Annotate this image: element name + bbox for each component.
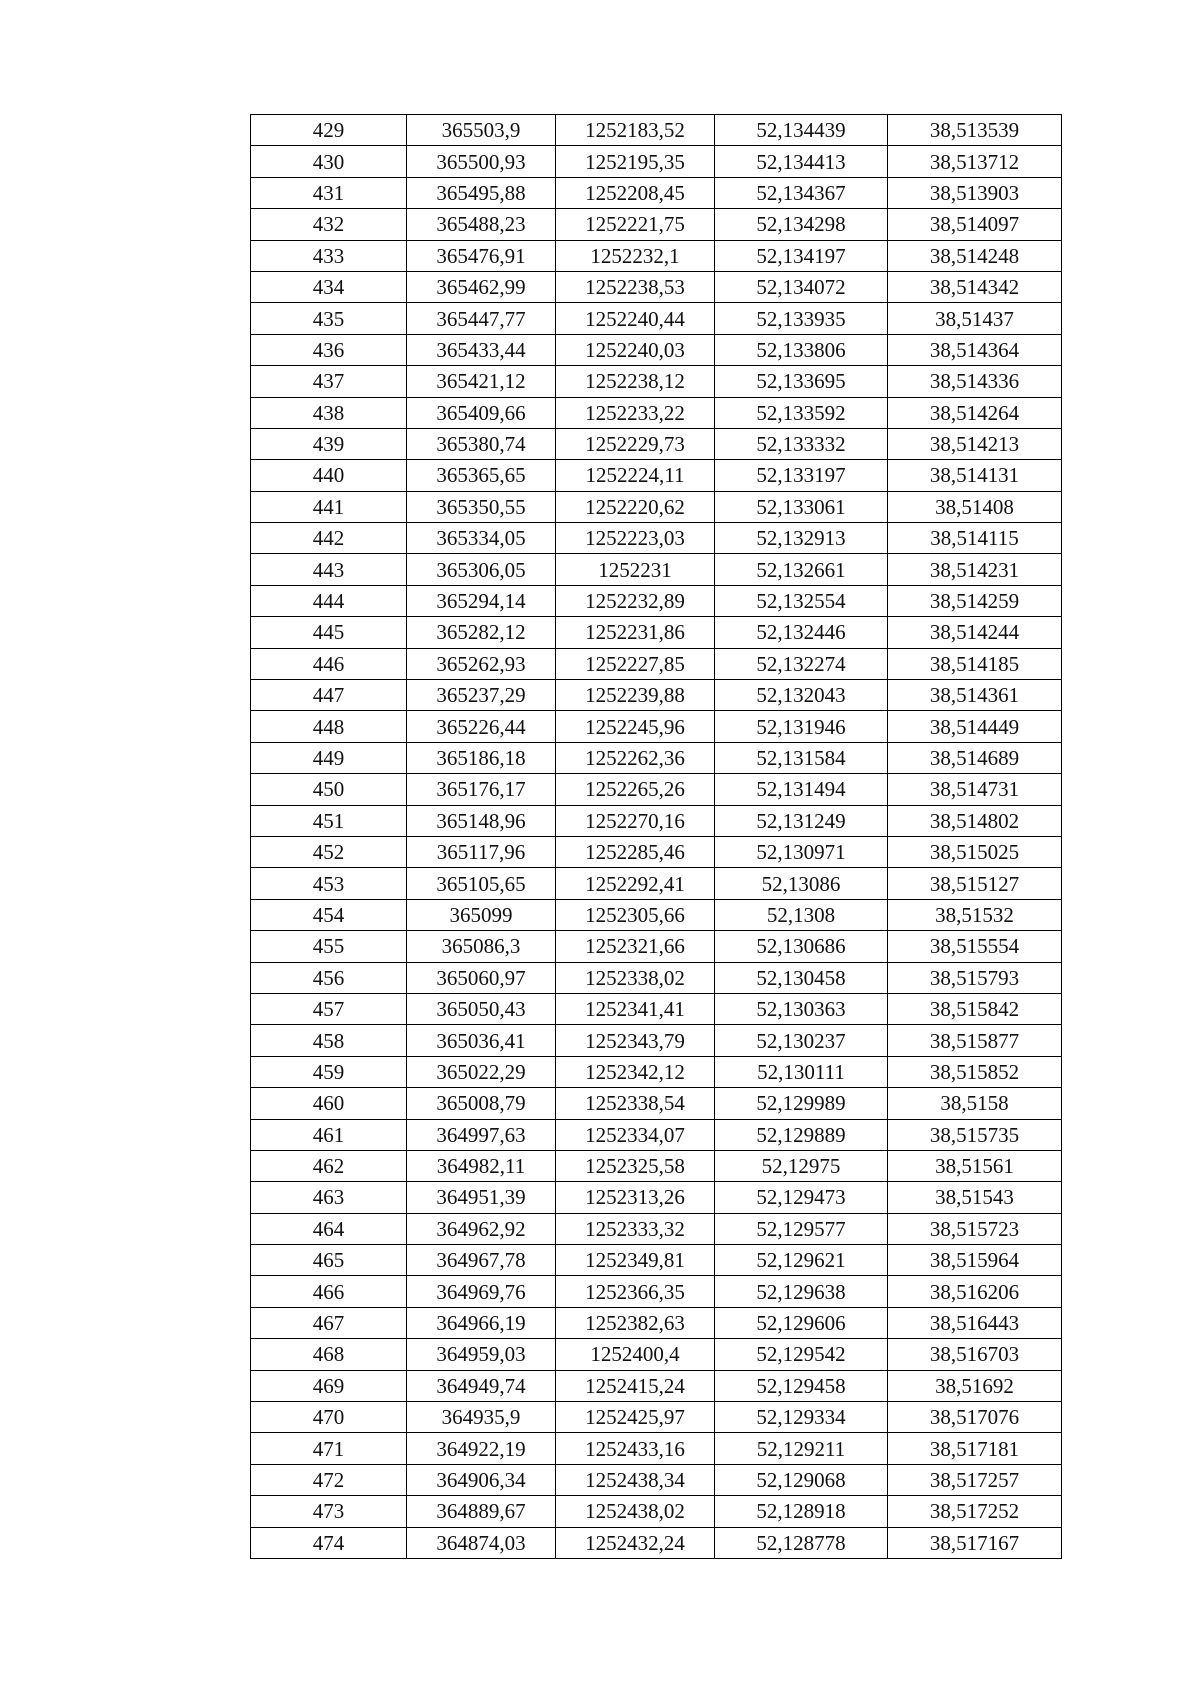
point-number-cell: 430 <box>251 146 407 177</box>
longitude-cell: 38,515793 <box>888 962 1062 993</box>
latitude-cell: 52,131494 <box>715 774 888 805</box>
y-coordinate-cell: 1252366,35 <box>556 1276 715 1307</box>
x-coordinate-cell: 364949,74 <box>407 1370 556 1401</box>
point-number-cell: 471 <box>251 1433 407 1464</box>
latitude-cell: 52,132661 <box>715 554 888 585</box>
y-coordinate-cell: 1252338,54 <box>556 1088 715 1119</box>
latitude-cell: 52,134439 <box>715 115 888 146</box>
y-coordinate-cell: 1252338,02 <box>556 962 715 993</box>
y-coordinate-cell: 1252400,4 <box>556 1339 715 1370</box>
latitude-cell: 52,12975 <box>715 1150 888 1181</box>
latitude-cell: 52,134367 <box>715 177 888 208</box>
longitude-cell: 38,514802 <box>888 805 1062 836</box>
x-coordinate-cell: 365022,29 <box>407 1056 556 1087</box>
x-coordinate-cell: 365282,12 <box>407 617 556 648</box>
table-row <box>251 585 1062 616</box>
x-coordinate-cell: 365462,99 <box>407 271 556 302</box>
table-row <box>251 209 1062 240</box>
point-number-cell: 440 <box>251 460 407 491</box>
x-coordinate-cell: 364889,67 <box>407 1496 556 1527</box>
x-coordinate-cell: 365294,14 <box>407 585 556 616</box>
table-row <box>251 271 1062 302</box>
table-row <box>251 334 1062 365</box>
coordinates-table-body <box>251 115 1062 1559</box>
latitude-cell: 52,130111 <box>715 1056 888 1087</box>
x-coordinate-cell: 365476,91 <box>407 240 556 271</box>
longitude-cell: 38,51437 <box>888 303 1062 334</box>
y-coordinate-cell: 1252195,35 <box>556 146 715 177</box>
x-coordinate-cell: 365306,05 <box>407 554 556 585</box>
table-row <box>251 1182 1062 1213</box>
y-coordinate-cell: 1252224,11 <box>556 460 715 491</box>
x-coordinate-cell: 364982,11 <box>407 1150 556 1181</box>
point-number-cell: 441 <box>251 491 407 522</box>
longitude-cell: 38,517257 <box>888 1464 1062 1495</box>
point-number-cell: 459 <box>251 1056 407 1087</box>
table-row <box>251 428 1062 459</box>
longitude-cell: 38,5158 <box>888 1088 1062 1119</box>
latitude-cell: 52,1308 <box>715 899 888 930</box>
longitude-cell: 38,515877 <box>888 1025 1062 1056</box>
point-number-cell: 474 <box>251 1527 407 1558</box>
point-number-cell: 444 <box>251 585 407 616</box>
latitude-cell: 52,133592 <box>715 397 888 428</box>
table-row <box>251 899 1062 930</box>
longitude-cell: 38,514336 <box>888 366 1062 397</box>
point-number-cell: 431 <box>251 177 407 208</box>
table-row <box>251 1213 1062 1244</box>
y-coordinate-cell: 1252305,66 <box>556 899 715 930</box>
y-coordinate-cell: 1252382,63 <box>556 1307 715 1338</box>
x-coordinate-cell: 365237,29 <box>407 680 556 711</box>
point-number-cell: 464 <box>251 1213 407 1244</box>
latitude-cell: 52,129621 <box>715 1245 888 1276</box>
latitude-cell: 52,131584 <box>715 742 888 773</box>
x-coordinate-cell: 365186,18 <box>407 742 556 773</box>
y-coordinate-cell: 1252438,34 <box>556 1464 715 1495</box>
x-coordinate-cell: 364969,76 <box>407 1276 556 1307</box>
point-number-cell: 432 <box>251 209 407 240</box>
longitude-cell: 38,51561 <box>888 1150 1062 1181</box>
x-coordinate-cell: 364966,19 <box>407 1307 556 1338</box>
y-coordinate-cell: 1252229,73 <box>556 428 715 459</box>
y-coordinate-cell: 1252232,1 <box>556 240 715 271</box>
y-coordinate-cell: 1252438,02 <box>556 1496 715 1527</box>
table-row <box>251 240 1062 271</box>
latitude-cell: 52,131946 <box>715 711 888 742</box>
y-coordinate-cell: 1252231,86 <box>556 617 715 648</box>
longitude-cell: 38,514231 <box>888 554 1062 585</box>
table-row <box>251 993 1062 1024</box>
y-coordinate-cell: 1252433,16 <box>556 1433 715 1464</box>
longitude-cell: 38,516443 <box>888 1307 1062 1338</box>
longitude-cell: 38,517252 <box>888 1496 1062 1527</box>
x-coordinate-cell: 365086,3 <box>407 931 556 962</box>
table-row <box>251 648 1062 679</box>
latitude-cell: 52,133935 <box>715 303 888 334</box>
point-number-cell: 457 <box>251 993 407 1024</box>
latitude-cell: 52,129473 <box>715 1182 888 1213</box>
longitude-cell: 38,514213 <box>888 428 1062 459</box>
point-number-cell: 446 <box>251 648 407 679</box>
y-coordinate-cell: 1252325,58 <box>556 1150 715 1181</box>
latitude-cell: 52,134298 <box>715 209 888 240</box>
latitude-cell: 52,133332 <box>715 428 888 459</box>
longitude-cell: 38,514259 <box>888 585 1062 616</box>
x-coordinate-cell: 365421,12 <box>407 366 556 397</box>
latitude-cell: 52,128918 <box>715 1496 888 1527</box>
longitude-cell: 38,514097 <box>888 209 1062 240</box>
table-row <box>251 868 1062 899</box>
longitude-cell: 38,513712 <box>888 146 1062 177</box>
point-number-cell: 448 <box>251 711 407 742</box>
y-coordinate-cell: 1252240,44 <box>556 303 715 334</box>
longitude-cell: 38,515554 <box>888 931 1062 962</box>
table-row <box>251 1402 1062 1433</box>
longitude-cell: 38,517181 <box>888 1433 1062 1464</box>
y-coordinate-cell: 1252349,81 <box>556 1245 715 1276</box>
x-coordinate-cell: 365105,65 <box>407 868 556 899</box>
x-coordinate-cell: 365409,66 <box>407 397 556 428</box>
point-number-cell: 435 <box>251 303 407 334</box>
latitude-cell: 52,129458 <box>715 1370 888 1401</box>
latitude-cell: 52,130458 <box>715 962 888 993</box>
longitude-cell: 38,51408 <box>888 491 1062 522</box>
table-row <box>251 836 1062 867</box>
y-coordinate-cell: 1252321,66 <box>556 931 715 962</box>
latitude-cell: 52,128778 <box>715 1527 888 1558</box>
x-coordinate-cell: 365060,97 <box>407 962 556 993</box>
y-coordinate-cell: 1252292,41 <box>556 868 715 899</box>
latitude-cell: 52,129542 <box>715 1339 888 1370</box>
x-coordinate-cell: 365495,88 <box>407 177 556 208</box>
y-coordinate-cell: 1252265,26 <box>556 774 715 805</box>
table-row <box>251 1370 1062 1401</box>
x-coordinate-cell: 365050,43 <box>407 993 556 1024</box>
table-row <box>251 962 1062 993</box>
latitude-cell: 52,129606 <box>715 1307 888 1338</box>
y-coordinate-cell: 1252220,62 <box>556 491 715 522</box>
latitude-cell: 52,134072 <box>715 271 888 302</box>
longitude-cell: 38,514185 <box>888 648 1062 679</box>
y-coordinate-cell: 1252341,41 <box>556 993 715 1024</box>
table-row <box>251 617 1062 648</box>
x-coordinate-cell: 365433,44 <box>407 334 556 365</box>
x-coordinate-cell: 364962,92 <box>407 1213 556 1244</box>
point-number-cell: 455 <box>251 931 407 962</box>
point-number-cell: 443 <box>251 554 407 585</box>
latitude-cell: 52,129638 <box>715 1276 888 1307</box>
table-row <box>251 1527 1062 1558</box>
table-row <box>251 774 1062 805</box>
x-coordinate-cell: 365226,44 <box>407 711 556 742</box>
y-coordinate-cell: 1252238,12 <box>556 366 715 397</box>
longitude-cell: 38,514731 <box>888 774 1062 805</box>
longitude-cell: 38,514449 <box>888 711 1062 742</box>
point-number-cell: 467 <box>251 1307 407 1338</box>
point-number-cell: 452 <box>251 836 407 867</box>
longitude-cell: 38,516206 <box>888 1276 1062 1307</box>
point-number-cell: 439 <box>251 428 407 459</box>
y-coordinate-cell: 1252334,07 <box>556 1119 715 1150</box>
longitude-cell: 38,515127 <box>888 868 1062 899</box>
y-coordinate-cell: 1252223,03 <box>556 523 715 554</box>
point-number-cell: 461 <box>251 1119 407 1150</box>
longitude-cell: 38,517167 <box>888 1527 1062 1558</box>
table-row <box>251 460 1062 491</box>
point-number-cell: 445 <box>251 617 407 648</box>
x-coordinate-cell: 364874,03 <box>407 1527 556 1558</box>
y-coordinate-cell: 1252425,97 <box>556 1402 715 1433</box>
y-coordinate-cell: 1252227,85 <box>556 648 715 679</box>
x-coordinate-cell: 365365,65 <box>407 460 556 491</box>
y-coordinate-cell: 1252245,96 <box>556 711 715 742</box>
table-row <box>251 1150 1062 1181</box>
table-row <box>251 146 1062 177</box>
x-coordinate-cell: 365488,23 <box>407 209 556 240</box>
point-number-cell: 460 <box>251 1088 407 1119</box>
latitude-cell: 52,130971 <box>715 836 888 867</box>
longitude-cell: 38,515025 <box>888 836 1062 867</box>
latitude-cell: 52,129989 <box>715 1088 888 1119</box>
table-row <box>251 1433 1062 1464</box>
table-row <box>251 491 1062 522</box>
table-row <box>251 397 1062 428</box>
point-number-cell: 472 <box>251 1464 407 1495</box>
x-coordinate-cell: 365503,9 <box>407 115 556 146</box>
longitude-cell: 38,515964 <box>888 1245 1062 1276</box>
y-coordinate-cell: 1252262,36 <box>556 742 715 773</box>
point-number-cell: 465 <box>251 1245 407 1276</box>
latitude-cell: 52,133197 <box>715 460 888 491</box>
y-coordinate-cell: 1252240,03 <box>556 334 715 365</box>
latitude-cell: 52,130363 <box>715 993 888 1024</box>
latitude-cell: 52,134197 <box>715 240 888 271</box>
table-row <box>251 711 1062 742</box>
x-coordinate-cell: 364935,9 <box>407 1402 556 1433</box>
longitude-cell: 38,514131 <box>888 460 1062 491</box>
y-coordinate-cell: 1252415,24 <box>556 1370 715 1401</box>
longitude-cell: 38,515842 <box>888 993 1062 1024</box>
x-coordinate-cell: 364951,39 <box>407 1182 556 1213</box>
y-coordinate-cell: 1252183,52 <box>556 115 715 146</box>
longitude-cell: 38,515735 <box>888 1119 1062 1150</box>
y-coordinate-cell: 1252239,88 <box>556 680 715 711</box>
table-row <box>251 366 1062 397</box>
latitude-cell: 52,132043 <box>715 680 888 711</box>
y-coordinate-cell: 1252208,45 <box>556 177 715 208</box>
point-number-cell: 463 <box>251 1182 407 1213</box>
y-coordinate-cell: 1252333,32 <box>556 1213 715 1244</box>
table-row <box>251 1339 1062 1370</box>
point-number-cell: 466 <box>251 1276 407 1307</box>
table-row <box>251 115 1062 146</box>
y-coordinate-cell: 1252232,89 <box>556 585 715 616</box>
point-number-cell: 456 <box>251 962 407 993</box>
longitude-cell: 38,51543 <box>888 1182 1062 1213</box>
longitude-cell: 38,513539 <box>888 115 1062 146</box>
x-coordinate-cell: 365099 <box>407 899 556 930</box>
x-coordinate-cell: 365380,74 <box>407 428 556 459</box>
x-coordinate-cell: 364997,63 <box>407 1119 556 1150</box>
longitude-cell: 38,514342 <box>888 271 1062 302</box>
y-coordinate-cell: 1252238,53 <box>556 271 715 302</box>
longitude-cell: 38,51692 <box>888 1370 1062 1401</box>
y-coordinate-cell: 1252285,46 <box>556 836 715 867</box>
point-number-cell: 470 <box>251 1402 407 1433</box>
point-number-cell: 434 <box>251 271 407 302</box>
point-number-cell: 429 <box>251 115 407 146</box>
latitude-cell: 52,131249 <box>715 805 888 836</box>
longitude-cell: 38,514361 <box>888 680 1062 711</box>
longitude-cell: 38,514244 <box>888 617 1062 648</box>
x-coordinate-cell: 365176,17 <box>407 774 556 805</box>
latitude-cell: 52,133806 <box>715 334 888 365</box>
x-coordinate-cell: 365500,93 <box>407 146 556 177</box>
latitude-cell: 52,129889 <box>715 1119 888 1150</box>
table-row <box>251 1496 1062 1527</box>
table-row <box>251 1088 1062 1119</box>
point-number-cell: 468 <box>251 1339 407 1370</box>
longitude-cell: 38,516703 <box>888 1339 1062 1370</box>
x-coordinate-cell: 365262,93 <box>407 648 556 679</box>
x-coordinate-cell: 364922,19 <box>407 1433 556 1464</box>
x-coordinate-cell: 365447,77 <box>407 303 556 334</box>
latitude-cell: 52,132446 <box>715 617 888 648</box>
longitude-cell: 38,517076 <box>888 1402 1062 1433</box>
x-coordinate-cell: 364967,78 <box>407 1245 556 1276</box>
y-coordinate-cell: 1252231 <box>556 554 715 585</box>
latitude-cell: 52,129334 <box>715 1402 888 1433</box>
point-number-cell: 437 <box>251 366 407 397</box>
longitude-cell: 38,514248 <box>888 240 1062 271</box>
x-coordinate-cell: 364906,34 <box>407 1464 556 1495</box>
latitude-cell: 52,133695 <box>715 366 888 397</box>
point-number-cell: 433 <box>251 240 407 271</box>
table-row <box>251 680 1062 711</box>
coordinates-table <box>250 114 1062 1559</box>
point-number-cell: 453 <box>251 868 407 899</box>
table-row <box>251 1307 1062 1338</box>
x-coordinate-cell: 365350,55 <box>407 491 556 522</box>
table-row <box>251 1276 1062 1307</box>
table-row <box>251 1245 1062 1276</box>
longitude-cell: 38,515723 <box>888 1213 1062 1244</box>
latitude-cell: 52,133061 <box>715 491 888 522</box>
longitude-cell: 38,514364 <box>888 334 1062 365</box>
longitude-cell: 38,515852 <box>888 1056 1062 1087</box>
table-row <box>251 1056 1062 1087</box>
x-coordinate-cell: 365117,96 <box>407 836 556 867</box>
x-coordinate-cell: 365008,79 <box>407 1088 556 1119</box>
latitude-cell: 52,132913 <box>715 523 888 554</box>
table-row <box>251 742 1062 773</box>
point-number-cell: 454 <box>251 899 407 930</box>
latitude-cell: 52,129577 <box>715 1213 888 1244</box>
y-coordinate-cell: 1252233,22 <box>556 397 715 428</box>
table-row <box>251 177 1062 208</box>
point-number-cell: 436 <box>251 334 407 365</box>
table-row <box>251 1119 1062 1150</box>
point-number-cell: 442 <box>251 523 407 554</box>
longitude-cell: 38,514115 <box>888 523 1062 554</box>
y-coordinate-cell: 1252221,75 <box>556 209 715 240</box>
y-coordinate-cell: 1252343,79 <box>556 1025 715 1056</box>
y-coordinate-cell: 1252342,12 <box>556 1056 715 1087</box>
latitude-cell: 52,13086 <box>715 868 888 899</box>
point-number-cell: 462 <box>251 1150 407 1181</box>
latitude-cell: 52,129068 <box>715 1464 888 1495</box>
longitude-cell: 38,513903 <box>888 177 1062 208</box>
point-number-cell: 469 <box>251 1370 407 1401</box>
table-row <box>251 931 1062 962</box>
y-coordinate-cell: 1252313,26 <box>556 1182 715 1213</box>
table-row <box>251 554 1062 585</box>
table-row <box>251 1025 1062 1056</box>
point-number-cell: 450 <box>251 774 407 805</box>
table-row <box>251 303 1062 334</box>
x-coordinate-cell: 365334,05 <box>407 523 556 554</box>
x-coordinate-cell: 364959,03 <box>407 1339 556 1370</box>
longitude-cell: 38,514689 <box>888 742 1062 773</box>
point-number-cell: 451 <box>251 805 407 836</box>
table-row <box>251 1464 1062 1495</box>
longitude-cell: 38,514264 <box>888 397 1062 428</box>
y-coordinate-cell: 1252270,16 <box>556 805 715 836</box>
table-row <box>251 805 1062 836</box>
point-number-cell: 449 <box>251 742 407 773</box>
point-number-cell: 458 <box>251 1025 407 1056</box>
x-coordinate-cell: 365148,96 <box>407 805 556 836</box>
point-number-cell: 438 <box>251 397 407 428</box>
longitude-cell: 38,51532 <box>888 899 1062 930</box>
point-number-cell: 473 <box>251 1496 407 1527</box>
latitude-cell: 52,129211 <box>715 1433 888 1464</box>
latitude-cell: 52,130237 <box>715 1025 888 1056</box>
latitude-cell: 52,132554 <box>715 585 888 616</box>
x-coordinate-cell: 365036,41 <box>407 1025 556 1056</box>
latitude-cell: 52,130686 <box>715 931 888 962</box>
latitude-cell: 52,134413 <box>715 146 888 177</box>
table-row <box>251 523 1062 554</box>
y-coordinate-cell: 1252432,24 <box>556 1527 715 1558</box>
latitude-cell: 52,132274 <box>715 648 888 679</box>
point-number-cell: 447 <box>251 680 407 711</box>
